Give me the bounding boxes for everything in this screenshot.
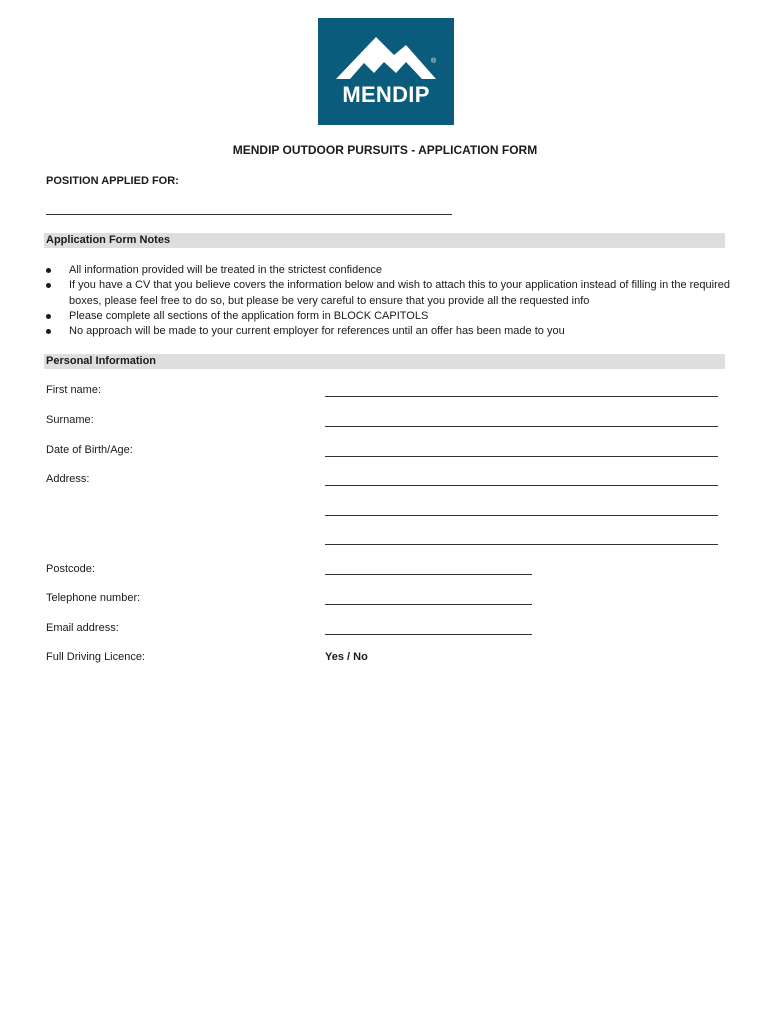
note-text: Please complete all sections of the application form in BLOCK CAPITOLS (69, 309, 429, 322)
postcode-label: Postcode: (46, 563, 95, 575)
form-title: MENDIP OUTDOOR PURSUITS - APPLICATION FORM (232, 143, 538, 157)
first-name-label: First name: (46, 384, 102, 396)
postcode-field[interactable] (325, 574, 532, 575)
note-text: If you have a CV that you believe covers the information below and wish to attach this to your application instead of filling in the required boxes, please feel free to do so, but please be very careful to ensure that you provide all the requested info (69, 279, 730, 307)
address-field-line-1[interactable] (325, 485, 718, 486)
bullet-icon (46, 314, 51, 319)
surname-label: Surname: (46, 414, 94, 426)
first-name-field[interactable] (325, 396, 718, 397)
list-item (44, 278, 734, 309)
notes-list (44, 263, 734, 339)
logo-text: MENDIP (342, 82, 430, 107)
position-applied-label: POSITION APPLIED FOR: (46, 175, 179, 187)
note-text: All information provided will be treated in the strictest confidence (69, 264, 383, 276)
dob-field[interactable] (325, 456, 718, 457)
address-field-line-2[interactable] (325, 515, 718, 516)
bullet-icon (46, 329, 51, 334)
dob-label: Date of Birth/Age: (46, 444, 133, 456)
telephone-label: Telephone number: (46, 592, 141, 604)
list-item (44, 324, 734, 339)
address-label: Address: (46, 473, 90, 485)
mountain-icon (318, 18, 454, 125)
driving-licence-label: Full Driving Licence: (46, 651, 146, 663)
mendip-logo (318, 18, 454, 125)
email-label: Email address: (46, 622, 119, 634)
note-text: No approach will be made to your current employer for references until an offer has been made to you (69, 325, 565, 338)
personal-heading: Personal Information (46, 355, 157, 367)
email-field[interactable] (325, 634, 532, 635)
bullet-icon (46, 268, 51, 273)
telephone-field[interactable] (325, 604, 532, 605)
position-applied-field[interactable] (46, 214, 452, 215)
address-field-line-3[interactable] (325, 544, 718, 545)
surname-field[interactable] (325, 426, 718, 427)
list-item (44, 263, 734, 278)
registered-mark: ® (431, 58, 437, 65)
notes-heading: Application Form Notes (46, 234, 171, 246)
bullet-icon (46, 283, 51, 288)
driving-licence-options[interactable]: Yes / No (325, 651, 368, 663)
list-item (44, 309, 734, 324)
